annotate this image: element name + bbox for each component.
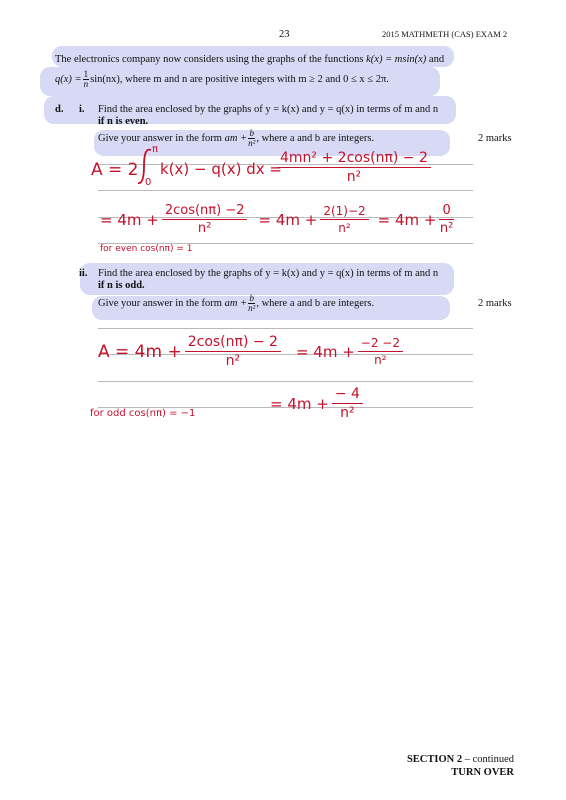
part-ii-label: ii. [79,268,88,279]
hw-i-upper-limit: π [152,144,159,155]
answer-form-i: Give your answer in the form am + $\frac{b}{\text{n²}}$ , where a and b are integers. [98,128,375,148]
part-d-label: d. [55,104,64,115]
page-number: 23 [279,29,290,40]
answer-line [98,328,473,329]
hw-ii-note: for odd cos(nπ) = −1 [90,408,196,419]
question-i-line-2: if n is even. [98,116,149,127]
marks-ii: 2 marks [478,298,512,309]
hw-ii-line-2: = 4m + $\frac{- 4}{\text{n²}}$ [270,386,366,421]
hw-i-area-label: A = 2 [91,160,139,180]
footer-turn-over: TURN OVER [451,767,514,778]
hw-i-fraction-1: $\frac{\text{4mn² + 2cos(nπ) − 2}}{\text{n²}}$ [274,150,434,185]
intro-line-2: q(x) = $\frac{1}{n}$ sin(nx), where m and n are positive integers with m ≥ 2 and 0 ≤ x ≤ 2π. [55,69,389,89]
answer-line [98,381,473,382]
part-i-label: i. [79,104,85,115]
footer-section: SECTION 2 – continued [406,754,514,765]
intro-line-1: The electronics company now considers using the graphs of the functions k(x) = msin(x) and [55,54,445,65]
question-ii-line-1: Find the area enclosed by the graphs of y = k(x) and y = q(x) in terms of m and n [98,268,439,279]
answer-form-ii: Give your answer in the form am + $\frac{b}{\text{n²}}$ , where a and b are integers. [98,293,375,313]
hw-i-lower-limit: 0 [145,177,152,188]
hw-ii-line-1: A = 4m + $\frac{2\cos(n\pi) - 2}{\text{n²}}$ = 4m + $\frac{-2 -2}{\text{n²}}$ [98,334,406,369]
exam-title: 2015 MATHMETH (CAS) EXAM 2 [382,29,508,39]
answer-line [98,190,473,191]
question-i-line-1: Find the area enclosed by the graphs of y = k(x) and y = q(x) in terms of m and n [98,104,439,115]
hw-i-line-2: = 4m + $\frac{2\cos(n\pi) -2}{\text{n²}}$ = 4m + $\frac{2(1)-2}{\text{n²}}$ = 4m + $\frac{0}{\text{n²}}$ [100,203,454,236]
hw-i-note: for even cos(nπ) = 1 [100,244,193,254]
question-ii-line-2: if n is odd. [98,280,145,291]
marks-i: 2 marks [478,133,512,144]
hw-i-integrand: k(x) − q(x) dx = [160,160,282,178]
